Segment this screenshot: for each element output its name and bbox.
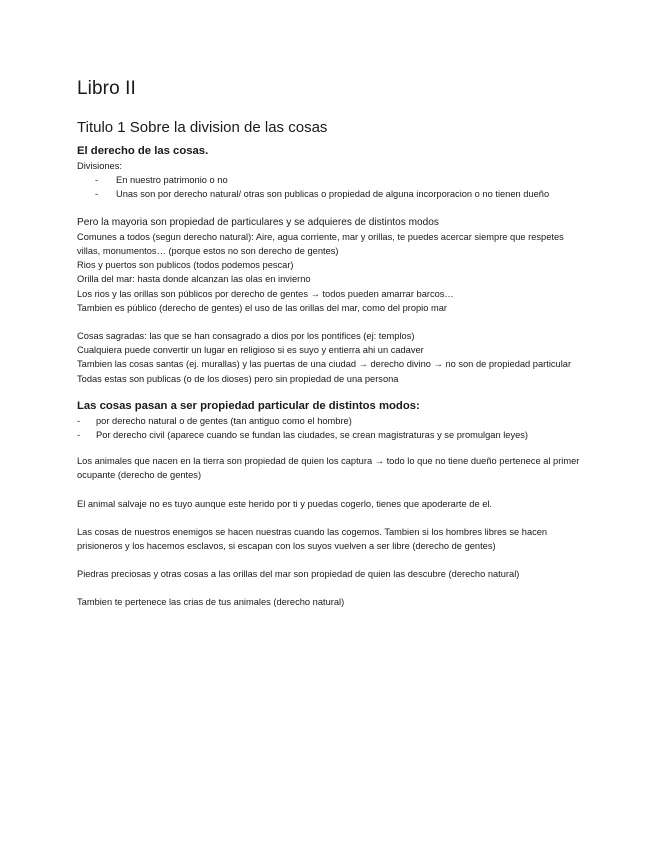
list-item-text: Por derecho civil (aparece cuando se fundan las ciudades, se crean magistraturas y se promulgan leyes) <box>96 430 529 441</box>
page-title: Libro II <box>77 78 136 99</box>
dash-bullet: - <box>77 430 81 441</box>
divisiones-label: Divisiones: <box>77 161 122 171</box>
paragraph-line: Tambien es público (derecho de gentes) el uso de las orillas del mar, como del propio mar <box>77 302 448 313</box>
paragraph-line: Comunes a todos (segun derecho natural): Aire, agua corriente, mar y orillas, te puedes acercar siempre que respetes villas, monumentos… (porque estos no son derecho de gentes) <box>77 231 564 257</box>
paragraph: El animal salvaje no es tuyo aunque este herido por ti y puedas cogerlo, tienes que apoderarte de el. <box>77 498 493 509</box>
paragraph-line: Cualquiera puede convertir un lugar en religioso si es suyo y entierra ahi un cadaver <box>77 345 424 356</box>
list-item <box>77 187 582 201</box>
list-item <box>77 173 582 187</box>
spacer <box>77 553 582 567</box>
section-subtitle: Titulo 1 Sobre la division de las cosas <box>77 119 328 136</box>
paragraph: Piedras preciosas y otras cosas a las orillas del mar son propiedad de quien las descubre (derecho natural) <box>77 569 520 580</box>
heading-derecho-cosas: El derecho de las cosas. <box>77 145 209 157</box>
dash-bullet: - <box>95 189 99 200</box>
paragraph-line: Cosas sagradas: las que se han consagrado a dios por los pontifices (ej: templos) <box>77 331 415 342</box>
spacer <box>77 442 582 454</box>
dash-bullet: - <box>95 175 99 186</box>
paragraph-line: Tambien las cosas santas (ej. murallas) y las puertas de una ciudad → derecho divino → no son de propiedad particular <box>77 359 572 370</box>
list-item-text: por derecho natural o de gentes (tan antiguo como el hombre) <box>96 415 352 426</box>
spacer <box>77 581 582 595</box>
paragraph-line: Todas estas son publicas (o de los dioses) pero sin propiedad de una persona <box>77 373 399 384</box>
modos-list <box>77 414 582 442</box>
list-item-text: Unas son por derecho natural/ otras son publicas o propiedad de alguna incorporacion o no tienen dueño <box>116 189 550 200</box>
spacer <box>77 202 582 216</box>
paragraph: Los animales que nacen en la tierra son propiedad de quien los captura → todo lo que no tiene dueño pertenece al primer ocupante (derecho de gentes) <box>77 456 580 481</box>
list-item-text: En nuestro patrimonio o no <box>116 175 228 186</box>
heading-modos-propiedad: Las cosas pasan a ser propiedad particular de distintos modos: <box>77 399 420 412</box>
list-item <box>77 428 582 442</box>
document-body <box>77 76 582 610</box>
dash-bullet: - <box>77 415 81 426</box>
paragraph-line: Rios y puertos son publicos (todos podemos pescar) <box>77 260 294 271</box>
spacer <box>77 511 582 525</box>
spacer <box>77 315 582 329</box>
paragraph-lead: Pero la mayoria son propiedad de particulares y se adquieres de distintos modos <box>77 216 439 228</box>
paragraph: Las cosas de nuestros enemigos se hacen nuestras cuando las cogemos. Tambien si los hombres libres se hacen prisioneros y los hacemos esclavos, si escapan con los suyos vuelven a ser libre (derecho de gentes) <box>77 526 548 552</box>
paragraph-line: Los rios y las orillas son públicos por derecho de gentes → todos pueden amarrar barcos… <box>77 288 454 299</box>
spacer <box>77 483 582 497</box>
list-item <box>77 414 582 428</box>
paragraph-line: Orilla del mar: hasta donde alcanzan las olas en invierno <box>77 274 311 285</box>
paragraph: Tambien te pertenece las crias de tus animales (derecho natural) <box>77 597 345 608</box>
divisiones-list <box>77 173 582 201</box>
